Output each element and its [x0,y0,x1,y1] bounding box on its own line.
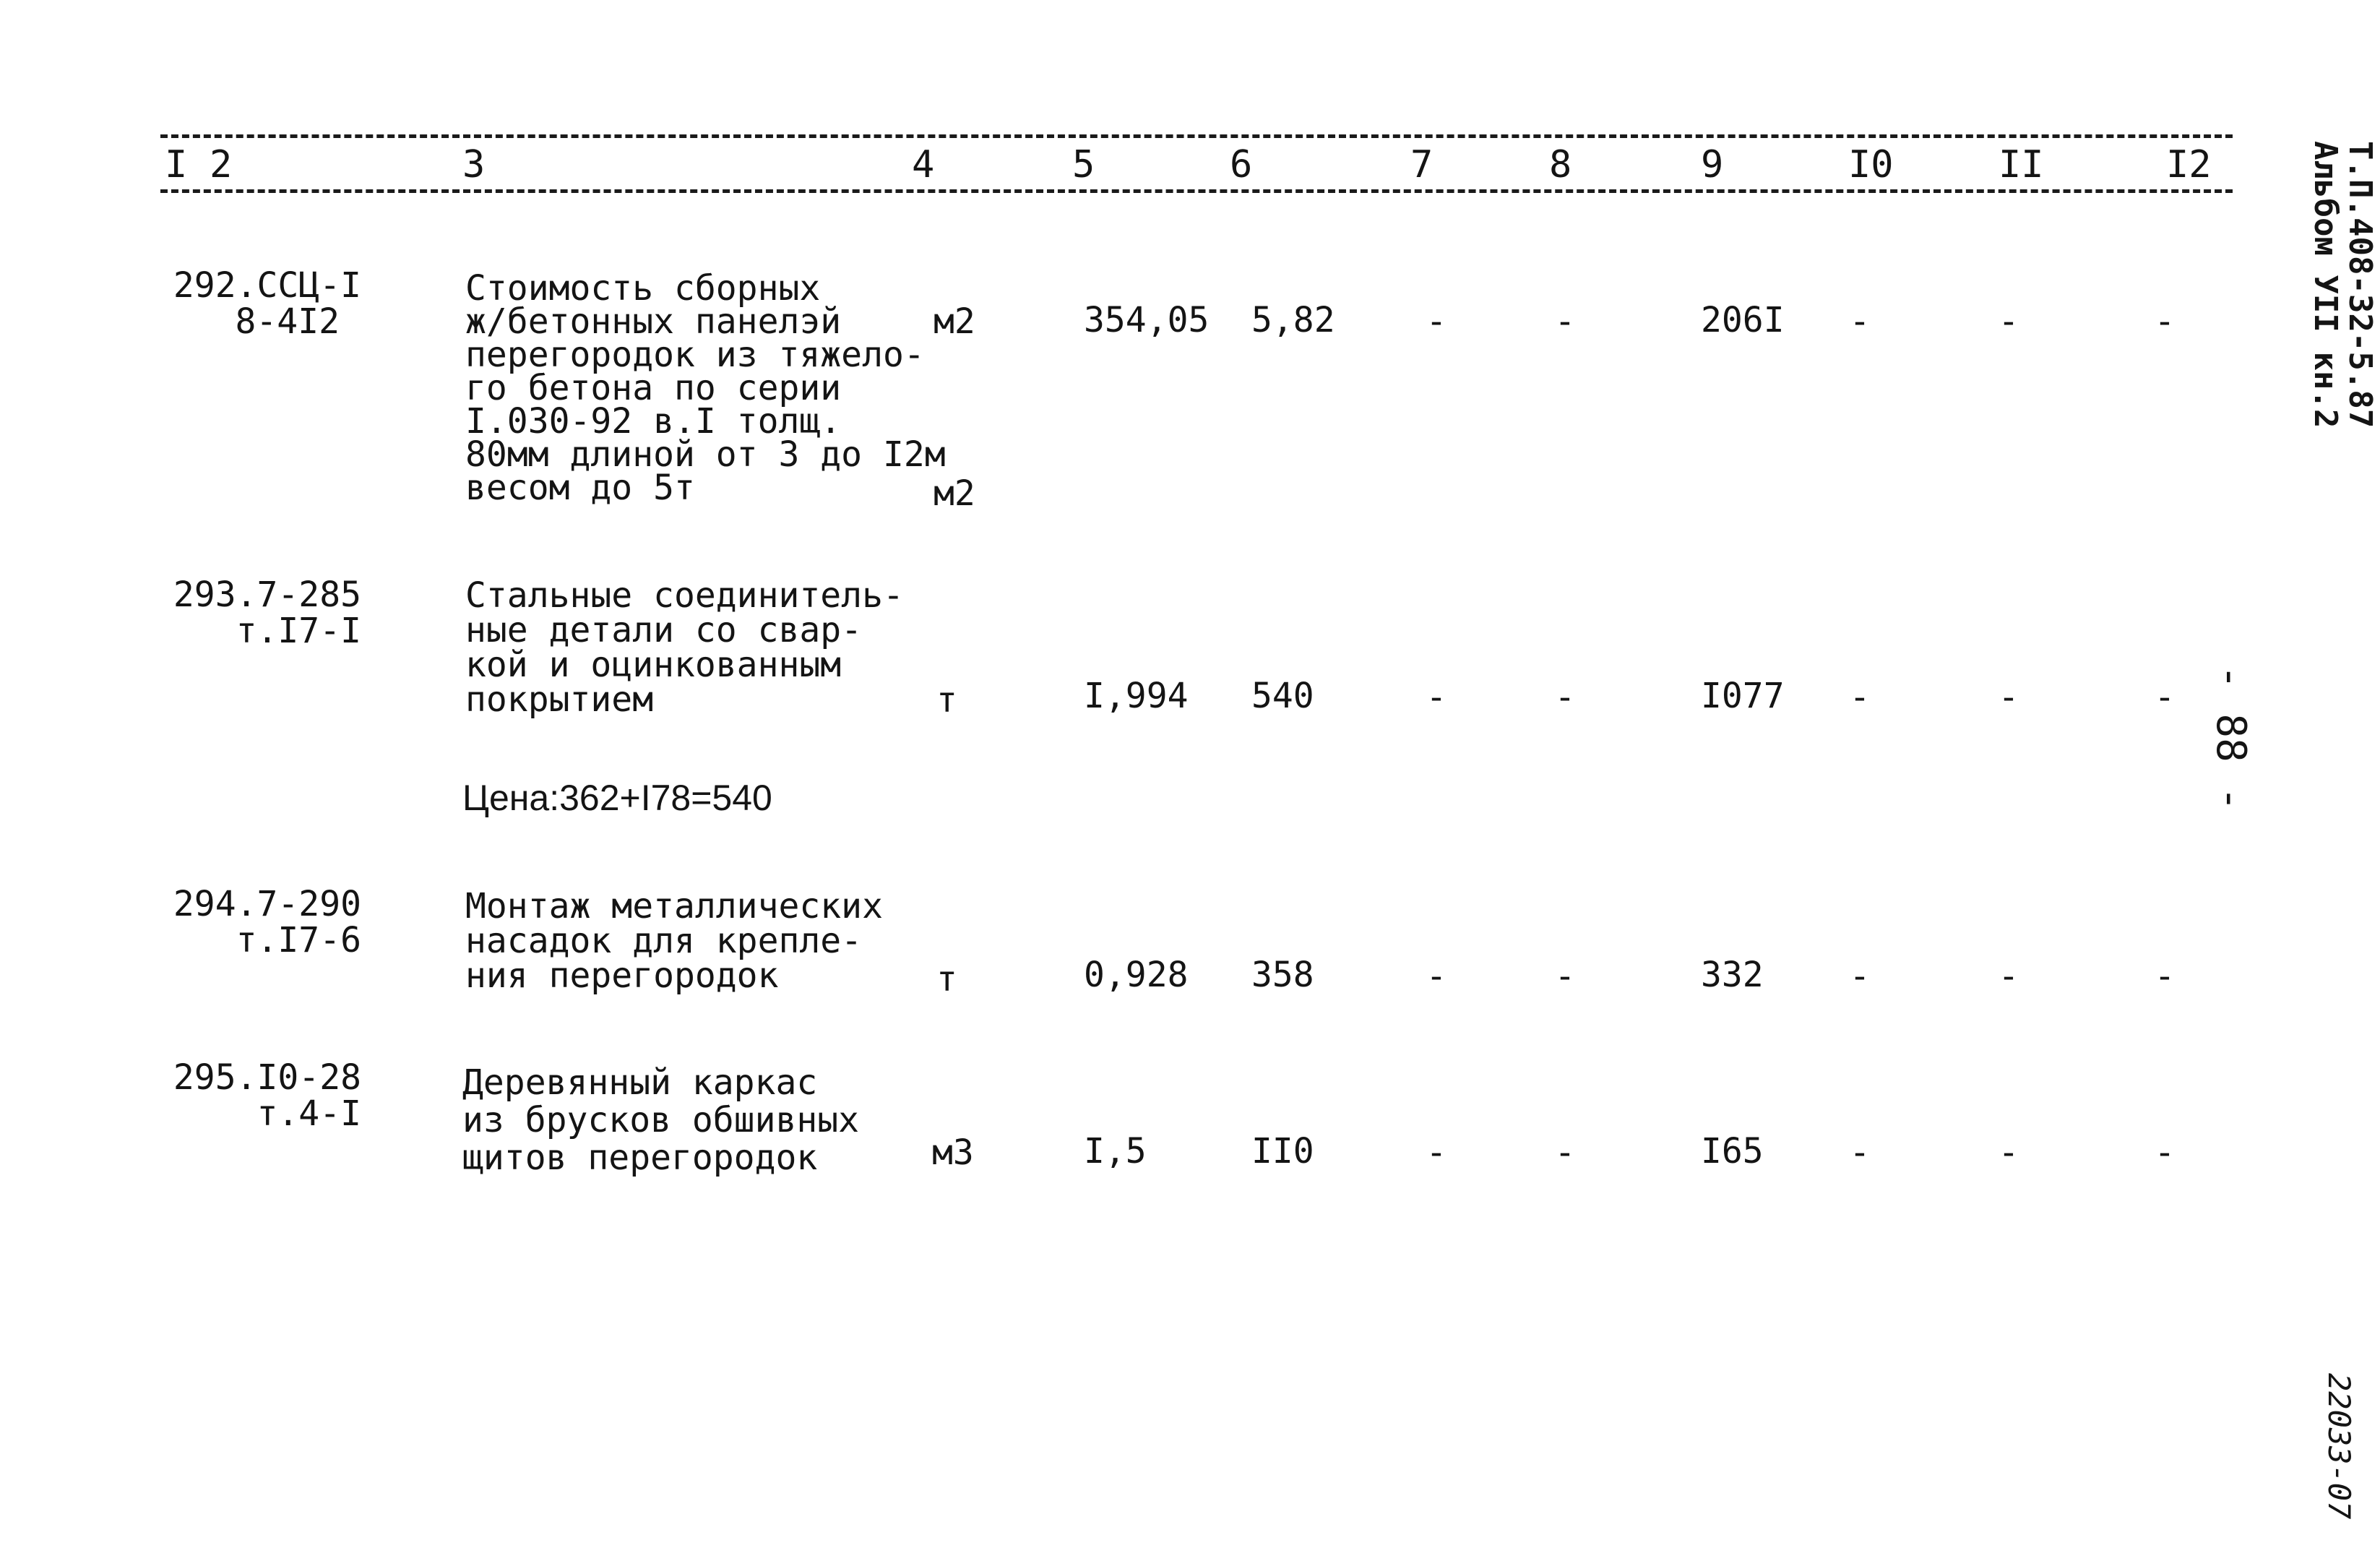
row-293-unit: т [936,680,957,721]
row-295-desc-line: Деревянный каркас [462,1062,818,1103]
row-295-col11: - [1998,1132,2019,1173]
row-295-col8: - [1554,1132,1576,1173]
row-293-desc-line: покрытием [465,679,654,720]
row-294-code [137,886,361,958]
row-294-col11: - [1998,956,2019,997]
col-header-7: 7 [1410,143,1433,186]
row-292-code-line: 292.ССЦ-I [173,265,361,306]
col-header-12: I2 [2166,143,2212,186]
row-293-col12: - [2154,677,2176,718]
row-292-desc-line: 80мм длиной от 3 до I2м [465,434,946,475]
header-rule-bottom [160,189,2233,193]
row-293-code [137,577,361,649]
col-header-11: II [1999,143,2044,186]
row-295-description [462,1064,859,1177]
row-292-description [465,268,946,508]
row-292-col12: - [2154,301,2176,342]
archive-stamp: 22033-07 [2321,1373,2357,1520]
col-header-9: 9 [1701,143,1724,186]
row-292-code [137,267,361,340]
row-292-col10: - [1849,301,1871,342]
row-295-col9: I65 [1701,1131,1764,1171]
page-number: - 88 - [2207,665,2254,812]
album-line: Альбом УII кн.2 [2307,141,2344,429]
col-header-10: I0 [1848,143,1894,186]
row-292-col7: - [1426,301,1447,342]
row-293-desc-line: Стальные соединитель- [465,575,904,616]
row-293-col10: - [1849,677,1871,718]
row-292-col5: 354,05 [1084,300,1210,340]
row-295-col7: - [1426,1132,1447,1173]
row-292-col11: - [1998,301,2019,342]
row-294-code-sub: т.I7-6 [236,920,361,960]
row-294-desc-line: насадок для крепле- [465,921,863,961]
row-292-col9: 206I [1701,300,1785,340]
row-292-desc-line: Стоимость сборных [465,268,821,309]
row-293-code-line: 293.7-285 [173,575,361,615]
col-header-5: 5 [1072,143,1095,186]
row-293-description [465,575,904,720]
row-292-desc-line: ж/бетонных панелэй [465,301,842,342]
row-292-desc-line: I.030-92 в.I толщ. [465,401,842,442]
row-295-col6: II0 [1251,1131,1314,1171]
row-293-desc-line: ные детали со свар- [465,610,863,650]
row-293-col6: 540 [1251,676,1314,716]
row-292-unit-repeat: м2 [934,473,975,514]
row-292-code-sub: 8-4I2 [235,301,340,342]
col-header-6: 6 [1230,143,1253,186]
row-293-code-sub: т.I7-I [236,611,361,651]
row-293-col5: I,994 [1084,676,1189,716]
row-295-desc-line: из брусков обшивных [462,1100,860,1140]
row-295-col10: - [1849,1132,1871,1173]
row-293-desc-line: кой и оцинкованным [465,645,842,685]
row-295-col5: I,5 [1084,1131,1147,1171]
row-295-unit: м3 [932,1132,974,1173]
row-293-col8: - [1554,677,1576,718]
row-295-desc-line: щитов перегородок [462,1138,818,1178]
header-rule-top [160,134,2233,138]
row-294-desc-line: ния перегородок [465,955,779,996]
row-294-code-line: 294.7-290 [173,884,361,924]
row-294-col5: 0,928 [1084,955,1189,995]
col-header-3: 3 [462,143,486,186]
row-294-col7: - [1426,956,1447,997]
row-292-desc-line: весом до 5т [465,468,695,508]
row-292-desc-line: перегородок из тяжело- [465,335,925,375]
row-295-code-sub: т.4-I [256,1093,361,1134]
row-294-col12: - [2154,956,2176,997]
row-294-desc-line: Монтаж металлических [465,886,883,926]
col-header-2: 2 [210,143,233,186]
row-295-col12: - [2154,1132,2176,1173]
row-294-col10: - [1849,956,1871,997]
document-code-margin [2307,141,2379,531]
document-code-line: Т.П.408-32-5.87 [2342,141,2379,429]
row-292-desc-line: го бетона по серии [465,368,842,408]
row-293-price-note: Цена:362+I78=540 [462,778,772,818]
row-294-col9: 332 [1701,955,1764,995]
row-294-unit: т [936,959,957,999]
row-293-col7: - [1426,677,1447,718]
row-295-code-line: 295.I0-28 [173,1057,361,1098]
row-294-description [465,886,883,996]
row-292-col6: 5,82 [1251,300,1335,340]
row-295-code [137,1059,361,1132]
row-293-col9: I077 [1701,676,1785,716]
row-293-col11: - [1998,677,2019,718]
row-294-col6: 358 [1251,955,1314,995]
col-header-1: I [165,143,188,186]
col-header-4: 4 [912,143,935,186]
row-294-col8: - [1554,956,1576,997]
row-292-unit: м2 [934,301,975,342]
row-292-col8: - [1554,301,1576,342]
col-header-8: 8 [1549,143,1572,186]
